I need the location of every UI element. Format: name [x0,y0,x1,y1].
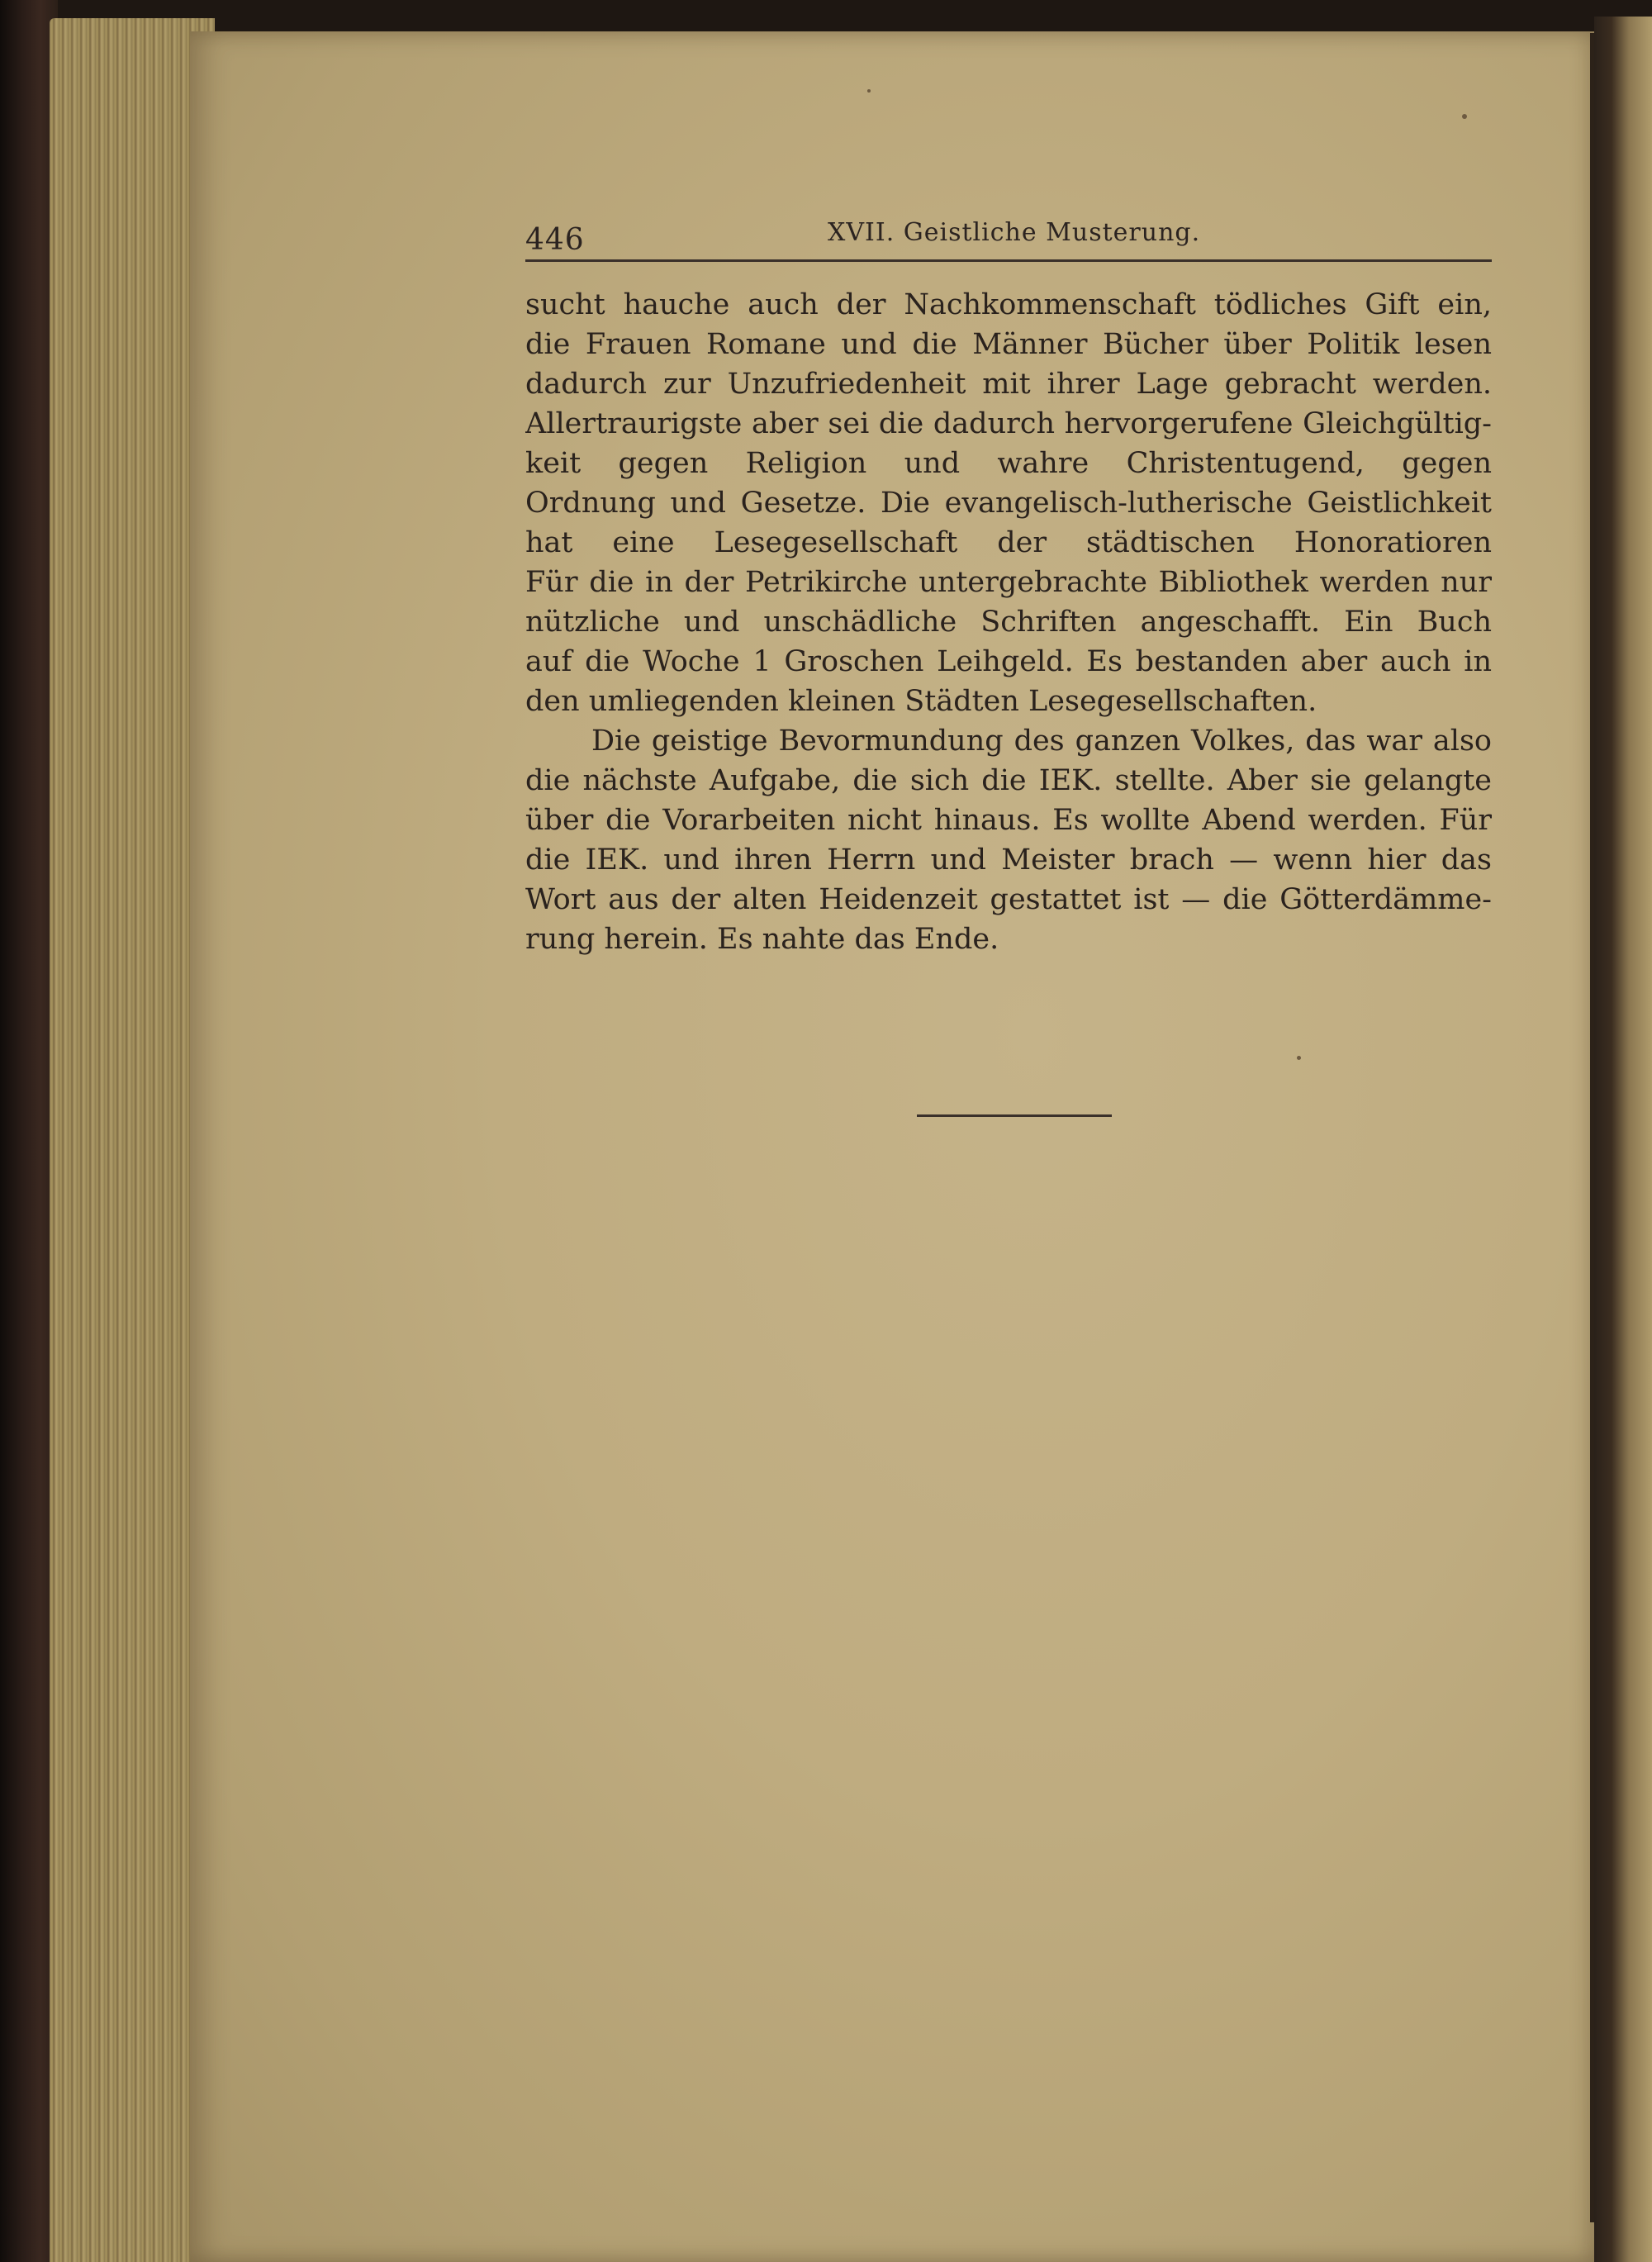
text-line: auf die Woche 1 Groschen Leihgeld. Es bestanden aber auch in [525,645,1492,678]
paragraph [525,721,1492,959]
text-line: die Frauen Romane und die Männer Bücher über Politik lesen [525,328,1492,361]
text-line: über die Vorarbeiten nicht hinaus. Es wollte Abend werden. Für [525,804,1492,837]
running-title: XVII. Geistliche Musterung. [828,218,1201,247]
page-number: 446 [525,223,585,257]
text-line: Für die in der Petrikirche untergebrachte Bibliothek werden nur [525,566,1492,599]
paragraph [525,285,1492,721]
text-line: Allertraurigste aber sei die dadurch hervorgerufene Gleichgültig- [525,407,1492,440]
text-line: die IEK. und ihren Herrn und Meister brach — wenn hier das [525,843,1492,877]
text-line: Die geistige Bevormundung des ganzen Volkes, das war also [591,725,1492,758]
body-text [525,285,1492,959]
text-line: den umliegenden kleinen Städten Lesegesellschaften. [525,685,1317,718]
text-line: die nächste Aufgabe, die sich die IEK. stellte. Aber sie gelangte [525,764,1492,797]
text-line: rung herein. Es nahte das Ende. [525,923,999,956]
page-header [525,216,1492,256]
text-line: sucht hauche auch der Nachkommenschaft tödliches Gift ein, [525,288,1492,321]
text-line: keit gegen Religion und wahre Christentugend, gegen [525,447,1492,480]
header-rule [525,259,1492,262]
text-line: nützliche und unschädliche Schriften angeschafft. Ein Buch [525,606,1492,639]
facing-page-edge [1594,17,1652,2262]
end-rule [917,1114,1112,1117]
text-line: dadurch zur Unzufriedenheit mit ihrer Lage gebracht werden. [525,368,1492,401]
paper-speck [867,89,871,93]
text-line: Wort aus der alten Heidenzeit gestattet ist — die Götterdämme- [525,883,1492,916]
paper-speck [1297,1056,1301,1060]
paper-speck [1462,114,1467,119]
text-line: hat eine Lesegesellschaft der städtischen Honoratioren [525,526,1492,559]
text-line: Ordnung und Gesetze. Die evangelisch-lutherische Geistlichkeit [525,487,1492,520]
